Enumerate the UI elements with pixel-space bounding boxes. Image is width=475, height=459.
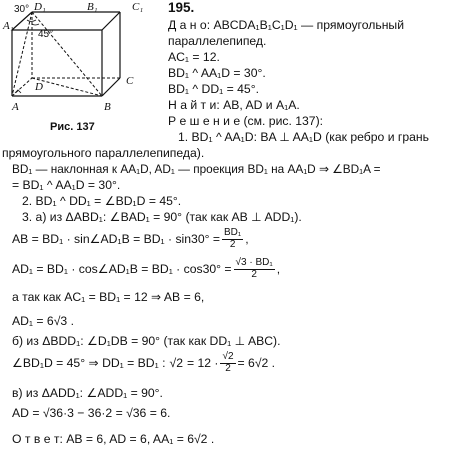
label-b: B (104, 101, 111, 113)
label-angle-30: 30° (14, 4, 30, 15)
step1-line-4: = BD₁ ^ AA₁D = 30°. (12, 178, 121, 192)
since-line: а так как AC₁ = BD₁ = 12 ⇒ AB = 6, (12, 290, 205, 304)
find-line: Н а й т и: AB, AD и A₁A. (168, 98, 300, 112)
eq-ab: AB = BD₁ · sin∠AD₁B = BD₁ · sin30° = $\frac{\text{BD₁}}{2}$ , (12, 227, 249, 250)
right-angle-mark (15, 90, 21, 93)
step2-line: 2. BD₁ ^ DD₁ = ∠BD₁D = 45°. (22, 194, 182, 208)
eq-dd1-sqrt: √2 (169, 355, 183, 370)
diagonal-ad1 (12, 12, 32, 96)
step1-line-2: прямоугольного параллелепипеда). (2, 146, 205, 160)
eq-ab-num: BD₁ (223, 227, 242, 238)
eq-ad1-left: AD₁ = BD₁ · cos∠AD₁B = BD₁ · cos30° = (12, 261, 232, 276)
step3b-line: б) из ΔBDD₁: ∠D₁DB = 90° (так как DD₁ ⊥ ABC). (12, 334, 281, 348)
label-d: D (35, 81, 43, 93)
eq-ab-fraction (222, 228, 243, 250)
eq-ad1-fraction (234, 258, 275, 280)
figure-137 (2, 0, 162, 138)
label-b1: B₁ (87, 1, 98, 13)
label-d1: D₁ (34, 1, 46, 13)
eq-ab-left: AB = BD₁ · sin∠AD₁B = BD₁ · sin30° = (12, 231, 220, 246)
step1-line-1: 1. BD₁ ^ AA₁D: BA ⊥ AA₁D (как ребро и грань (178, 130, 429, 144)
eq-dd1-num: √2 (222, 351, 234, 362)
edge-b1-c1 (102, 12, 120, 30)
eq-dd1 (12, 352, 275, 374)
given-ac1: AC₁ = 12. (168, 50, 220, 64)
label-angle-45: 45° (38, 29, 54, 40)
given-line-1: Д а н о: ABCDA₁B₁C₁D₁ — прямоугольный (168, 18, 405, 32)
label-a: A (12, 101, 19, 113)
step1-line-3: BD₁ — наклонная к AA₁D, AD₁ — проекция BD₁ на AA₁D ⇒ ∠BD₁A = (12, 162, 381, 176)
angle-arc-45 (32, 24, 39, 25)
eq-ad1-num: √3 · BD₁ (235, 257, 273, 268)
label-c: C (126, 75, 134, 87)
step3a-line: 3. а) из ΔABD₁: ∠BAD₁ = 90° (так как AB ⊥ ADD₁). (22, 210, 302, 224)
given-angle-2: BD₁ ^ DD₁ = 45°. (168, 82, 259, 96)
problem-number: 195. (168, 0, 195, 15)
given-angle-1: BD₁ ^ AA₁D = 30°. (168, 66, 266, 80)
edge-b-c (102, 78, 120, 96)
ad1-value: AD₁ = 6√3 . (12, 314, 74, 328)
label-a1: A₁ (3, 20, 14, 32)
eq-dd1-den: 2 (225, 362, 231, 374)
figure-caption: Рис. 137 (50, 121, 95, 133)
eq-dd1-fraction (220, 352, 235, 374)
answer-line: О т в е т: AB = 6, AD = 6, AA₁ = 6√2 . (12, 432, 215, 446)
label-c1: C₁ (132, 1, 144, 13)
step3c-line: в) из ΔADD₁: ∠ADD₁ = 90°. (12, 386, 163, 400)
solution-title: Р е ш е н и е (см. рис. 137): (168, 114, 324, 128)
angle-arc-30 (27, 20, 36, 22)
eq-ad1: AD₁ = BD₁ · cos∠AD₁B = BD₁ · cos30° = $\frac{\text{√3 · BD₁}}{2}$ , (12, 257, 281, 280)
eq-ad1-den: 2 (251, 268, 257, 280)
eq-dd1-right: = 6√2 . (237, 355, 276, 370)
eq-dd1-mid: = 12 · (186, 355, 219, 370)
given-line-2: параллелепипед. (168, 34, 267, 48)
eq-ad: AD = √36·3 − 36·2 = √36 = 6. (12, 406, 171, 420)
edge-a-d (12, 78, 32, 96)
eq-dd1-left: ∠BD₁D = 45° ⇒ DD₁ = BD₁ : (12, 355, 166, 370)
parallelepiped-diagram (2, 0, 162, 118)
eq-ab-den: 2 (229, 238, 236, 250)
